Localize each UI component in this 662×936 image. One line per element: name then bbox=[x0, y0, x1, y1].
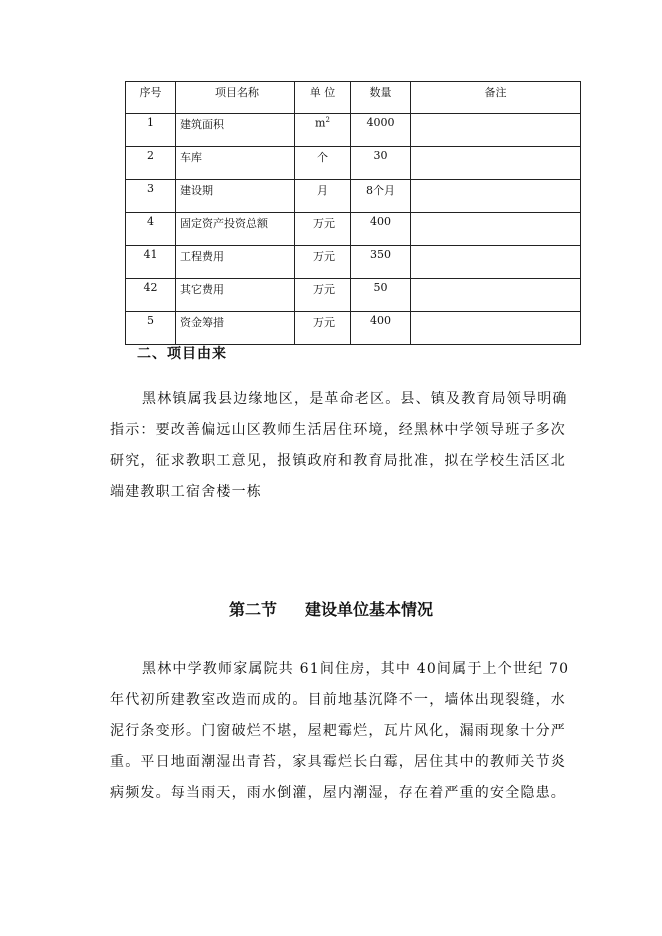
chapter-title bbox=[0, 597, 662, 620]
cell-qty: 400 bbox=[351, 312, 411, 345]
cell-unit: 万元 bbox=[295, 312, 351, 345]
cell-unit: 万元 bbox=[295, 279, 351, 312]
project-origin-paragraph bbox=[110, 384, 590, 508]
cell-no: 4 bbox=[126, 213, 176, 246]
chapter-name: 建设单位基本情况 bbox=[305, 600, 434, 619]
cell-qty: 30 bbox=[351, 147, 411, 180]
cell-qty: 8个月 bbox=[351, 180, 411, 213]
cell-name: 车库 bbox=[176, 147, 295, 180]
cell-name: 建筑面积 bbox=[176, 114, 295, 147]
cell-note bbox=[411, 312, 581, 345]
cell-name: 固定资产投资总额 bbox=[176, 213, 295, 246]
table-row bbox=[126, 180, 581, 213]
header-qty: 数量 bbox=[351, 82, 411, 114]
cell-no: 3 bbox=[126, 180, 176, 213]
header-name: 项目名称 bbox=[176, 82, 295, 114]
paragraph-line: 黑林中学教师家属院共 61间住房，其中 40间属于上个世纪 70 bbox=[142, 661, 570, 677]
paragraph-line: 研究，征求教职工意见，报镇政府和教育局批准，拟在学校生活区北 bbox=[110, 453, 566, 469]
cell-no: 42 bbox=[126, 279, 176, 312]
paragraph-line: 端建教职工宿舍楼一栋 bbox=[110, 484, 262, 500]
table-row bbox=[126, 312, 581, 345]
project-summary-table bbox=[125, 81, 581, 345]
cell-note bbox=[411, 180, 581, 213]
table-row bbox=[126, 147, 581, 180]
cell-name: 工程费用 bbox=[176, 246, 295, 279]
paragraph-line: 泥行条变形。门窗破烂不堪，屋耙霉烂，瓦片风化，漏雨现象十分严 bbox=[110, 723, 566, 739]
cell-note bbox=[411, 147, 581, 180]
cell-unit: $m^2$ bbox=[295, 114, 351, 147]
cell-note bbox=[411, 279, 581, 312]
table-row bbox=[126, 114, 581, 147]
paragraph-line: 重。平日地面潮湿出青苔，家具霉烂长白霉，居住其中的教师关节炎 bbox=[110, 754, 566, 770]
cell-unit: 万元 bbox=[295, 246, 351, 279]
paragraph-line: 黑林镇属我县边缘地区，是革命老区。县、镇及教育局领导明确 bbox=[142, 391, 568, 407]
cell-no: 1 bbox=[126, 114, 176, 147]
cell-no: 41 bbox=[126, 246, 176, 279]
cell-note bbox=[411, 213, 581, 246]
section-heading-project-origin: 二、项目由来 bbox=[137, 346, 227, 362]
cell-unit: 月 bbox=[295, 180, 351, 213]
table-row bbox=[126, 246, 581, 279]
header-no: 序号 bbox=[126, 82, 176, 114]
paragraph-line: 病频发。每当雨天，雨水倒灌，屋内潮湿，存在着严重的安全隐患。 bbox=[110, 785, 566, 801]
chapter-number: 第二节 bbox=[228, 600, 277, 619]
cell-unit: 个 bbox=[295, 147, 351, 180]
table-header-row bbox=[126, 82, 581, 114]
table-row bbox=[126, 279, 581, 312]
cell-name: 资金筹措 bbox=[176, 312, 295, 345]
header-unit: 单 位 bbox=[295, 82, 351, 114]
cell-no: 2 bbox=[126, 147, 176, 180]
cell-note bbox=[411, 246, 581, 279]
unit-superscript: 2 bbox=[325, 116, 330, 124]
cell-qty: 50 bbox=[351, 279, 411, 312]
header-note: 备注 bbox=[411, 82, 581, 114]
paragraph-line: 指示：要改善偏远山区教师生活居住环境，经黑林中学领导班子多次 bbox=[110, 422, 566, 438]
cell-no: 5 bbox=[126, 312, 176, 345]
cell-name: 建设期 bbox=[176, 180, 295, 213]
cell-note bbox=[411, 114, 581, 147]
paragraph-line: 年代初所建教室改造而成的。目前地基沉降不一，墙体出现裂缝，水 bbox=[110, 692, 566, 708]
table-row bbox=[126, 213, 581, 246]
cell-qty: 350 bbox=[351, 246, 411, 279]
cell-name: 其它费用 bbox=[176, 279, 295, 312]
cell-qty: 4000 bbox=[351, 114, 411, 147]
cell-qty: 400 bbox=[351, 213, 411, 246]
unit-situation-paragraph bbox=[110, 654, 590, 809]
cell-unit: 万元 bbox=[295, 213, 351, 246]
